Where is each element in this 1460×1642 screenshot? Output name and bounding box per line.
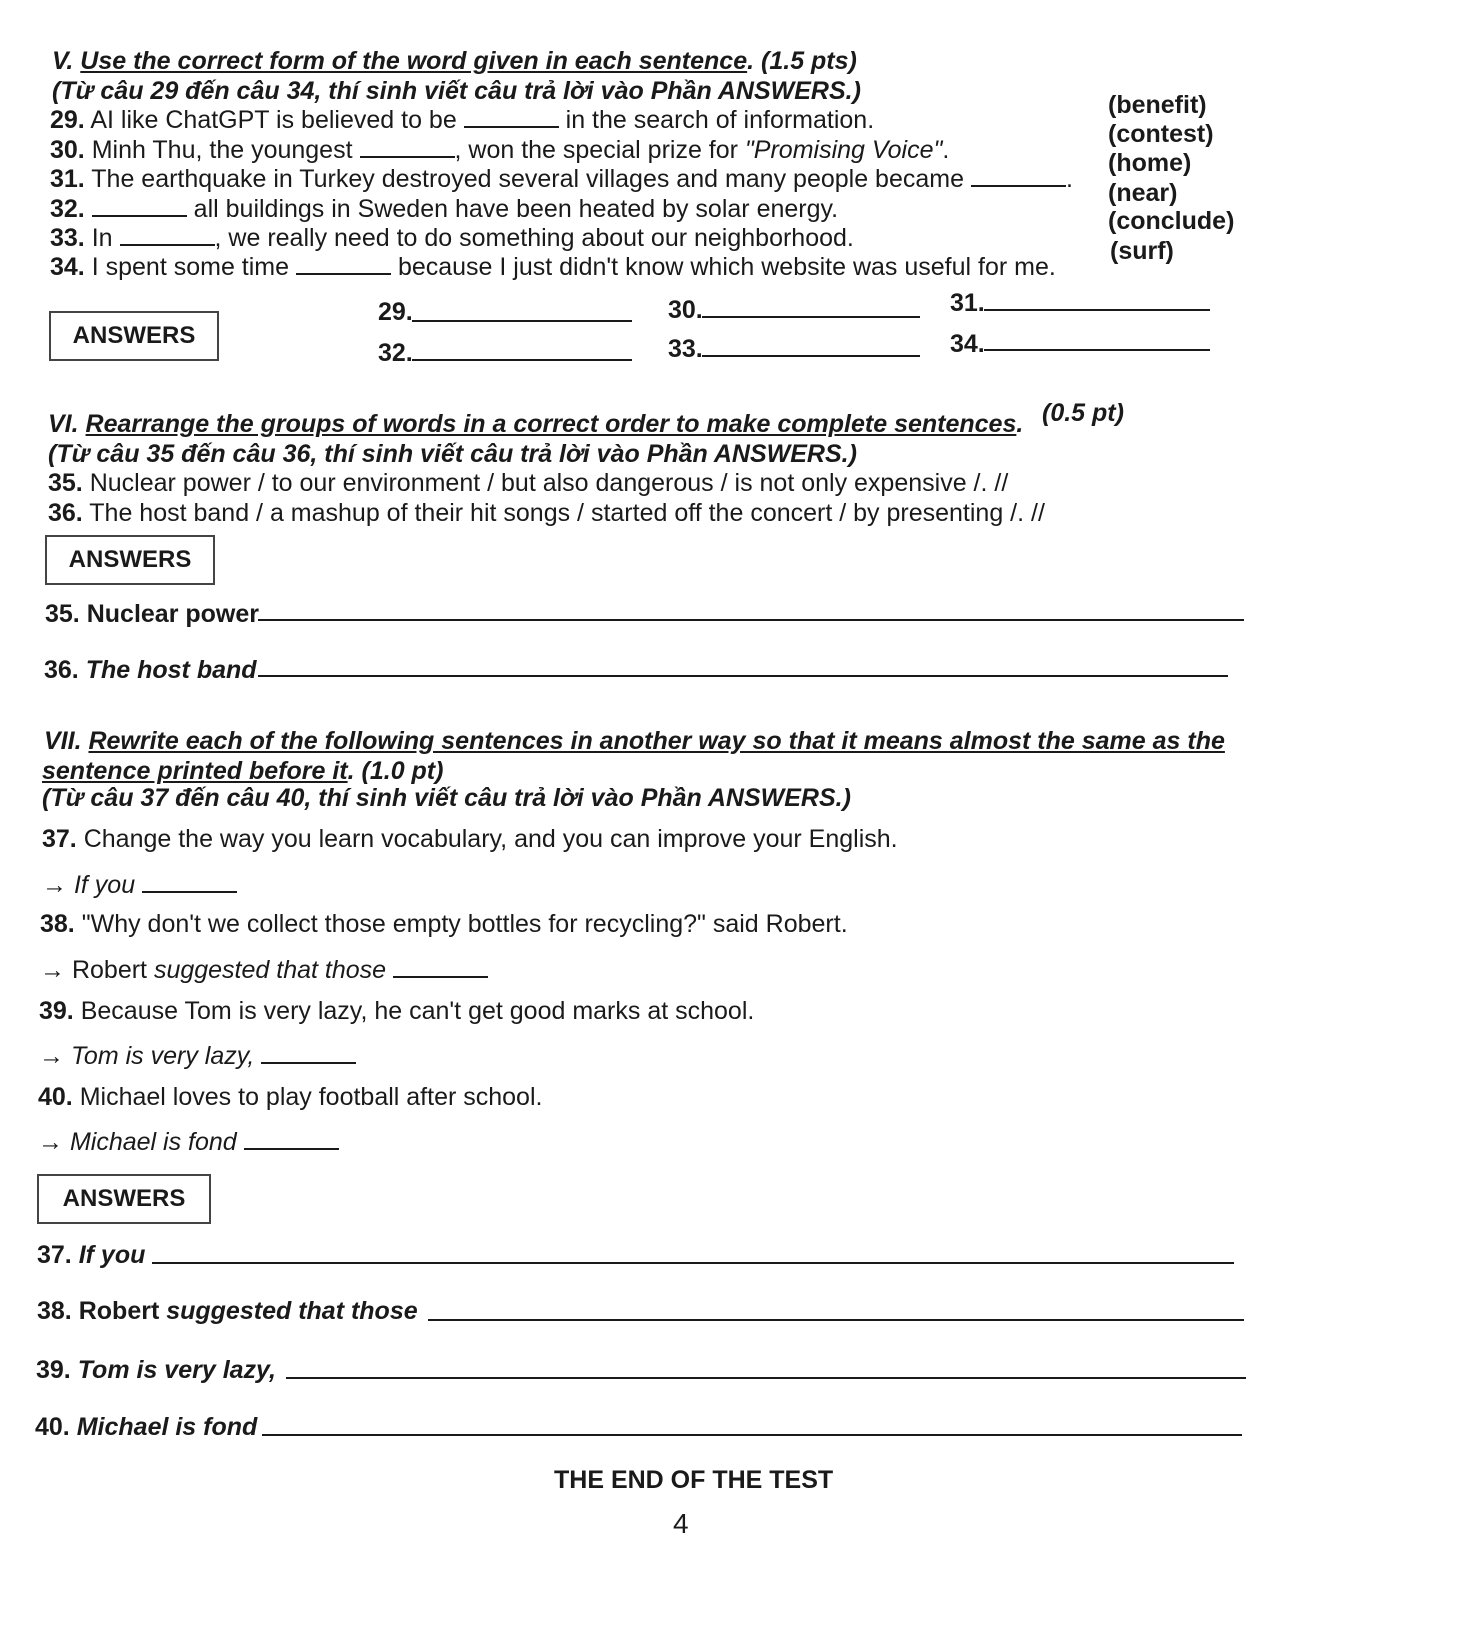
arrow-icon: → [38,1128,63,1156]
answer-line-34[interactable] [984,349,1210,351]
section-vii-numeral: VII. [44,727,82,755]
answer-label-33: 33. [668,335,703,363]
section-vii-instruction: (Từ câu 37 đến câu 40, thí sinh viết câu trả lời vào Phần ANSWERS.) [42,784,851,812]
answers-box-v: ANSWERS [49,311,219,361]
answer-line-37[interactable] [152,1262,1234,1264]
answer-line-35[interactable] [258,619,1244,621]
answer-line-33[interactable] [702,355,920,357]
blank-40 [244,1128,339,1150]
answer-35-start: 35. Nuclear power [45,600,259,628]
blank-30 [360,136,455,158]
blank-39 [261,1042,356,1064]
section-vi-points: (0.5 pt) [1042,399,1124,427]
arrow-icon: → [42,871,67,899]
hint-31: (home) [1108,149,1192,177]
question-29: 29. AI like ChatGPT is believed to be in the search of information. [50,106,875,134]
answer-line-30[interactable] [702,316,920,318]
answer-line-39[interactable] [286,1377,1246,1379]
answer-label-31: 31. [950,289,985,317]
hint-34: (surf) [1110,237,1174,265]
answer-line-31[interactable] [984,309,1210,311]
prompt-39: → Tom is very lazy, [39,1041,356,1071]
arrow-icon: → [40,956,65,984]
blank-38 [393,956,488,978]
section-vi-numeral: VI. [48,410,79,438]
blank-31 [971,165,1066,187]
prompt-40: → Michael is fond [38,1127,339,1157]
answers-box-vi: ANSWERS [45,535,215,585]
question-30: 30. Minh Thu, the youngest , won the special prize for "Promising Voice". [50,136,950,164]
question-33: 33. In , we really need to do something about our neighborhood. [50,224,854,252]
answer-label-30: 30. [668,296,703,324]
answer-line-29[interactable] [412,320,632,322]
question-34: 34. I spent some time because I just didn't know which website was useful for me. [50,253,1056,281]
blank-29 [464,106,559,128]
question-38: 38. "Why don't we collect those empty bottles for recycling?" said Robert. [40,910,848,938]
question-36: 36. The host band / a mashup of their hit songs / started off the concert / by presenting /. // [48,499,1045,527]
section-v-title: Use the correct form of the word given in each sentence [80,47,748,75]
section-v-numeral: V. [52,47,74,75]
answer-label-32: 32. [378,339,413,367]
prompt-37: → If you [42,870,237,900]
question-40: 40. Michael loves to play football after school. [38,1083,543,1111]
answer-line-36[interactable] [258,675,1228,677]
answer-line-38[interactable] [428,1319,1244,1321]
answer-39-start: 39. Tom is very lazy, [36,1356,276,1384]
page-number: 4 [673,1508,689,1539]
question-39: 39. Because Tom is very lazy, he can't get good marks at school. [39,997,755,1025]
section-vii-title-1: Rewrite each of the following sentences in another way so that it means almost the same as the [88,727,1225,755]
hint-32: (near) [1108,179,1178,207]
hint-29: (benefit) [1108,91,1207,119]
end-of-test: THE END OF THE TEST [554,1466,834,1494]
prompt-38: → Robert suggested that those [40,955,488,985]
answer-37-start: 37. If you [37,1241,146,1269]
question-35: 35. Nuclear power / to our environment / but also dangerous / is not only expensive /. // [48,469,1009,497]
answer-label-29: 29. [378,298,413,326]
section-v-instruction: (Từ câu 29 đến câu 34, thí sinh viết câu trả lời vào Phần ANSWERS.) [52,77,861,105]
answer-38-start: 38. Robert suggested that those [37,1297,418,1325]
answer-line-32[interactable] [412,359,632,361]
answer-40-start: 40. Michael is fond [35,1413,258,1441]
section-v-heading [52,46,857,76]
answer-36-start: 36. The host band [44,656,257,684]
question-31: 31. The earthquake in Turkey destroyed several villages and many people became . [50,165,1073,193]
blank-37 [142,871,237,893]
section-v-points: . (1.5 pts) [747,47,857,75]
blank-34 [296,253,391,275]
section-vi-title: Rearrange the groups of words in a correct order to make complete sentences [85,410,1017,438]
blank-32 [92,195,187,217]
answer-label-34: 34. [950,330,985,358]
section-vii-heading [44,726,1225,756]
arrow-icon: → [39,1042,64,1070]
hint-30: (contest) [1108,120,1214,148]
question-37: 37. Change the way you learn vocabulary, and you can improve your English. [42,825,898,853]
answers-box-vii: ANSWERS [37,1174,211,1224]
section-vi-instruction: (Từ câu 35 đến câu 36, thí sinh viết câu trả lời vào Phần ANSWERS.) [48,440,857,468]
section-vi-heading: VI. Rearrange the groups of words in a correct order to make complete sentences. [48,410,1024,438]
hint-33: (conclude) [1108,207,1235,235]
question-32: 32. all buildings in Sweden have been heated by solar energy. [50,195,839,223]
blank-33 [120,224,215,246]
section-vii-heading-2: sentence printed before it. (1.0 pt) [42,757,444,785]
answer-line-40[interactable] [262,1434,1242,1436]
